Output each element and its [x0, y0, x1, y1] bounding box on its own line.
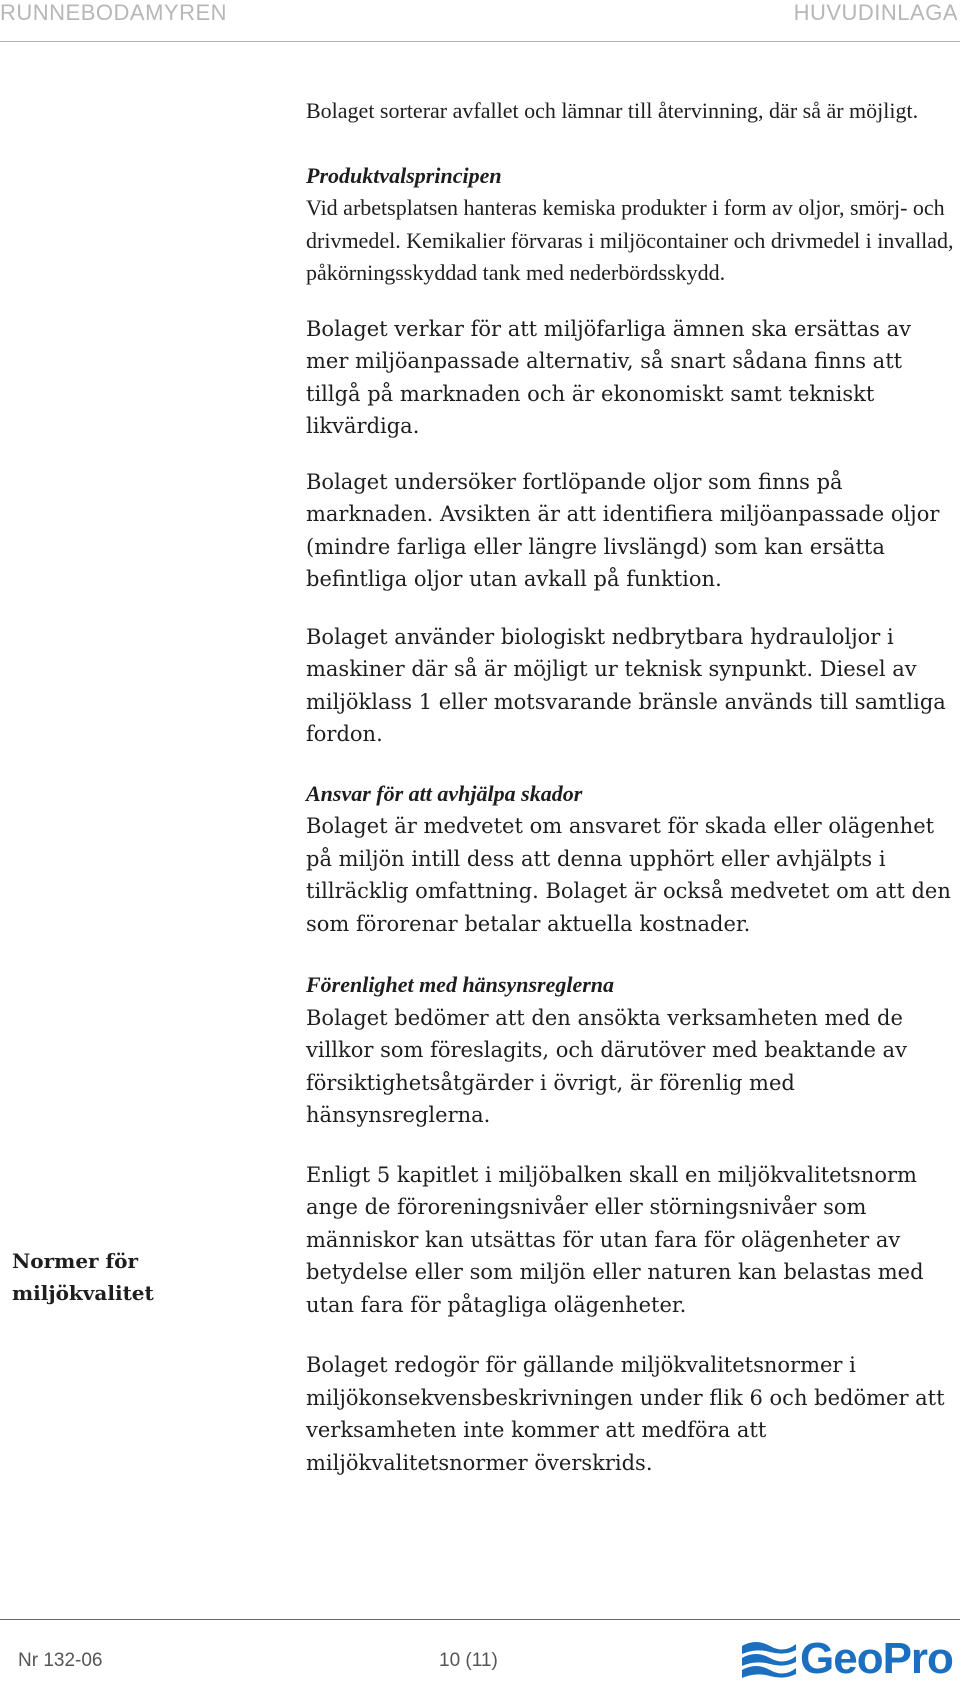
- heading-forenlighet: Förenlighet med hänsynsreglerna: [306, 972, 615, 997]
- footer-page-number: 10 (11): [439, 1650, 498, 1671]
- paragraph-assessment: Bolaget bedömer att den ansökta verksamheten med de villkor som föreslagits, och därutöver med beaktande av försiktighetsåtgärder i övrigt, är förenlig med hänsynsreglerna.: [306, 1005, 907, 1127]
- footer-divider: [0, 1619, 960, 1620]
- heading-ansvar: Ansvar för att avhjälpa skador: [306, 780, 583, 806]
- header-divider: [0, 41, 960, 42]
- paragraph-recycling: Bolaget sorterar avfallet och lämnar till återvinning, där så är möjligt.: [306, 98, 919, 123]
- paragraph-environmental-quality-standard: Enligt 5 kapitlet i miljöbalken skall en miljökvalitetsnorm ange de föroreningsnivåer eller störningsnivåer som människor kan utsättas för utan fara för olägenheter av betydelse eller som miljön eller naturen kan belastas med utan fara för påtagliga olägenheter.: [306, 1162, 924, 1317]
- heading-produktvalsprincipen: Produktvalsprincipen: [306, 162, 502, 188]
- header-project-name: RUNNEBODAMYREN: [0, 0, 228, 25]
- sidebar-heading-normer: Normer för miljökvalitet: [12, 1249, 154, 1305]
- main-content: [306, 95, 956, 1479]
- geopro-wave-icon: [740, 1636, 798, 1684]
- paragraph-responsibility: Bolaget är medvetet om ansvaret för skada eller olägenhet på miljön intill dess att denna upphört eller avhjälpts i tillräcklig omfattning. Bolaget är också medvetet om att den som förorenar betalar aktuella kostnader.: [306, 814, 951, 936]
- paragraph-hydraulic-oils: Bolaget använder biologiskt nedbrytbara hydrauloljor i maskiner där så är möjligt ur teknisk synpunkt. Diesel av miljöklass 1 eller motsvarande bränsle används till samtliga fordon.: [306, 624, 946, 746]
- footer-document-number: Nr 132-06: [18, 1650, 103, 1671]
- header-section-name: HUVUDINLAGA: [793, 0, 958, 25]
- geopro-logo: [740, 1632, 956, 1686]
- page-header: [0, 0, 960, 46]
- paragraph-oils: Bolaget undersöker fortlöpande oljor som finns på marknaden. Avsikten är att identifiera miljöanpassade oljor (mindre farliga eller längre livslängd) som kan ersätta befintliga oljor utan avkall på funktion.: [306, 469, 940, 591]
- paragraph-substitution: Bolaget verkar för att miljöfarliga ämnen ska ersättas av mer miljöanpassade alternativ, så snart sådana finns att tillgå på marknaden och är ekonomiskt samt tekniskt likvärdiga.: [306, 316, 911, 438]
- paragraph-standards-account: Bolaget redogör för gällande miljökvalitetsnormer i miljökonsekvensbeskrivningen under flik 6 och bedömer att verksamheten inte kommer att medföra att miljökvalitetsnormer överskrids.: [306, 1353, 945, 1475]
- geopro-logo-text: GeoPro: [800, 1634, 953, 1683]
- paragraph-chemicals: Vid arbetsplatsen hanteras kemiska produkter i form av oljor, smörj- och drivmedel. Kemikalier förvaras i miljöcontainer och drivmedel i invallad, påkörningsskyddad tank med nederbördsskydd.: [306, 195, 954, 285]
